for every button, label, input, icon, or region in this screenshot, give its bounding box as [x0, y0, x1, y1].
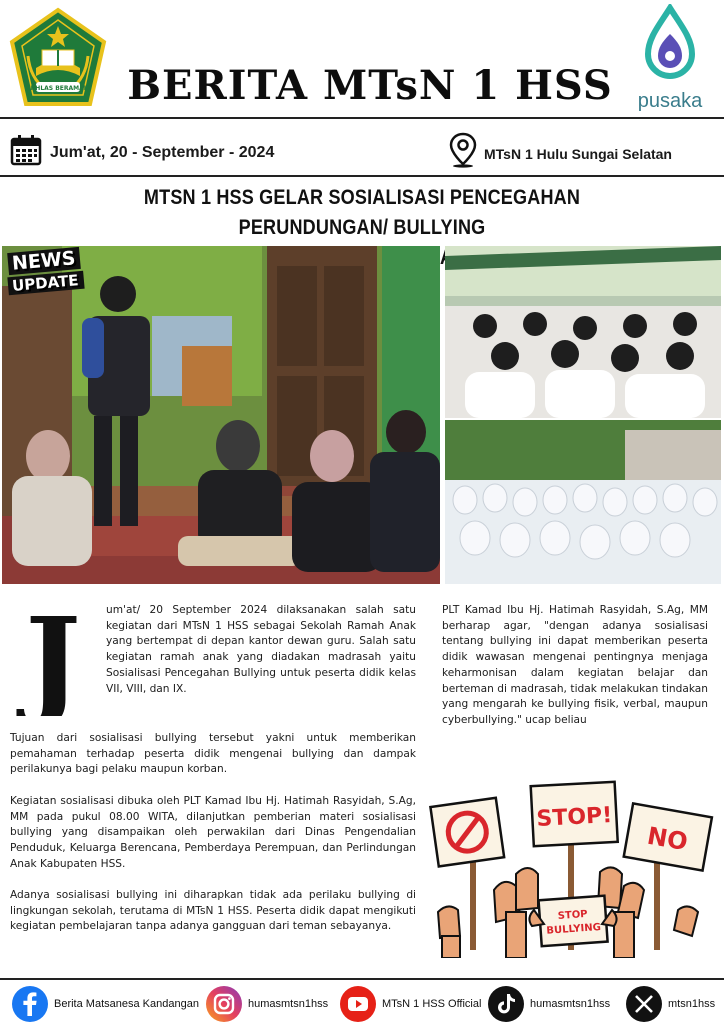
headline-line-1: MTSN 1 HSS GELAR SOSIALISASI PENCEGAHAN PERUNDUNGAN/ BULLYING: [143, 186, 581, 239]
header: [0, 0, 724, 118]
sign-no-text: NO: [645, 821, 690, 857]
facebook-icon: [12, 986, 48, 1022]
article-paragraph: Kegiatan sosialisasi dibuka oleh PLT Kamad Ibu Hj. Hatimah Rasyidah, S.Ag, MM pada pukul 08.00 WITA, dilanjutkan pemberian materi sosialisasi bullying yang disampaikan oleh perwakilan dari Dinas Pengendalian Penduduk, Keluarga Berencana, Pemberdaya Perempuan, dan Perlindungan Anak Kabupaten HSS.: [10, 794, 416, 870]
main-photo: [2, 246, 440, 584]
sign-stop-bullying-2: BULLYING: [546, 922, 602, 937]
drop-cap: [10, 598, 96, 716]
article-paragraph: Tujuan dari sosialisasi bullying tersebut yakni untuk memberikan pemahaman terhadap peserta didik mengenai bullying dan dampak perilakunya bagi pelaku maupun korban.: [10, 732, 416, 776]
publish-date: Jum'at, 20 - September - 2024: [50, 144, 275, 161]
instagram-link[interactable]: [206, 984, 328, 1024]
article-paragraph: Adanya sosialisasi bullying ini diharapkan tidak ada perilaku bullying di lingkungan sekolah, terutama di MTsN 1 HSS. Peserta didik dapat mengikuti kegiatan pembelajaran tanpa adanya gangguan dari teman sebayanya.: [10, 889, 416, 933]
pusaka-logo: [630, 4, 710, 114]
article-paragraph: PLT Kamad Ibu Hj. Hatimah Rasyidah, S.Ag, MM berharap agar, "dengan adanya sosialisasi tentang bullying ini dapat memberikan peserta didik wawasan mengenai pentingnya menjaga keharmonisan dalam kegiatan belajar dan berteman di madrasah, tidak melakukan tindakan yang mengarah ke bullying fisik, verbal, maupun cyberbullying." ucap beliau: [442, 604, 708, 726]
location-pin-icon: [448, 132, 478, 168]
sign-stop-bullying-1: STOP: [557, 908, 588, 922]
news-badge-line-2: UPDATE: [7, 271, 84, 296]
masthead-title: BERITA MTsN 1 HSS: [127, 62, 613, 109]
youtube-label: MTsN 1 HSS Official: [382, 998, 482, 1010]
drop-cap-letter: J: [25, 598, 81, 716]
tiktok-link[interactable]: [488, 984, 610, 1024]
location-text: MTsN 1 Hulu Sungai Selatan: [484, 146, 672, 162]
sign-stop-text: STOP!: [535, 803, 613, 832]
x-link[interactable]: [626, 984, 715, 1024]
news-update-badge: [8, 247, 86, 302]
social-footer: [0, 984, 724, 1024]
facebook-label: Berita Matsanesa Kandangan: [54, 998, 199, 1010]
youtube-link[interactable]: [340, 984, 481, 1024]
news-badge-line-1: NEWS: [7, 247, 81, 275]
youtube-icon: [340, 986, 376, 1022]
divider: [0, 117, 724, 119]
x-icon: [626, 986, 662, 1022]
article-column-right: [442, 603, 708, 744]
instagram-label: humasmtsn1hss: [248, 998, 329, 1010]
kemenag-caption: IKHLAS BERAMAL: [28, 85, 88, 92]
calendar-icon: [10, 134, 42, 166]
stop-bullying-illustration: [428, 780, 720, 958]
article-column-left: [10, 731, 416, 951]
x-label: mtsn1hss: [668, 998, 716, 1010]
divider: [0, 175, 724, 177]
tiktok-icon: [488, 986, 524, 1022]
pusaka-drop-icon: [642, 4, 698, 84]
facebook-link[interactable]: [12, 984, 199, 1024]
tiktok-label: humasmtsn1hss: [530, 998, 611, 1010]
info-bar: [0, 128, 724, 170]
article-paragraph: um'at/ 20 September 2024 dilaksanakan salah satu kegiatan dari MTsN 1 HSS sebagai Sekolah Ramah Anak yang bertempat di depan kantor dewan guru. Salah satu kegiatan ramah anak yang diadakan madrasah yaitu Sosialisasi Pencegahan Bullying untuk peserta didik kelas VII, VIII, dan IX.: [106, 604, 416, 695]
students-photo-bottom: [445, 420, 721, 584]
instagram-icon: [206, 986, 242, 1022]
article-intro: [106, 603, 416, 713]
students-photo-top: [445, 246, 721, 418]
divider: [0, 978, 724, 980]
kemenag-logo: [6, 6, 110, 110]
pusaka-label: pusaka: [637, 90, 703, 112]
